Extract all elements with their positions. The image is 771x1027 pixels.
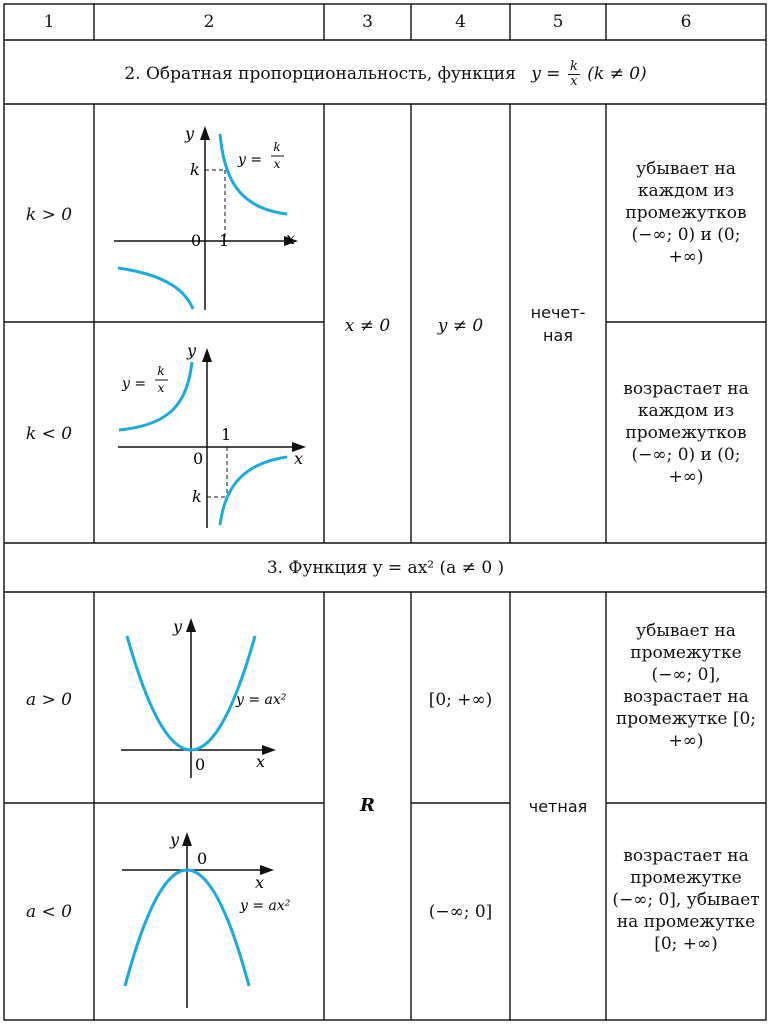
header-col-4: 4 xyxy=(455,12,466,32)
condition-a-negative: a < 0 xyxy=(25,902,72,922)
section-2-fraction xyxy=(568,60,580,89)
header-col-2: 2 xyxy=(203,12,215,32)
fraction-denominator: x xyxy=(570,74,578,89)
formula-num: k xyxy=(273,140,281,154)
axis-label-y: y xyxy=(170,830,180,849)
formula-num: k xyxy=(157,364,165,378)
range-a-positive: [0; +∞) xyxy=(428,690,493,710)
label-k: k xyxy=(190,160,200,179)
graph-hyperbola-k-negative xyxy=(118,341,306,528)
section-2-prefix: 2. Обратная пропорциональность, функция xyxy=(124,64,516,84)
axis-label-x: x xyxy=(256,752,266,771)
graph-parabola-a-negative xyxy=(122,830,291,1008)
parity-parabola: четная xyxy=(528,797,588,816)
label-k: k xyxy=(192,487,202,506)
condition-k-positive: k > 0 xyxy=(25,205,73,225)
formula: y = ax² xyxy=(240,898,291,914)
domain-hyperbola: x ≠ 0 xyxy=(344,316,391,336)
label-one: 1 xyxy=(219,231,230,250)
formula: y = ax² xyxy=(236,692,287,708)
condition-a-positive: a > 0 xyxy=(25,690,72,710)
axis-label-x: x xyxy=(255,873,265,892)
section-2-formula-lhs: y = xyxy=(531,64,561,84)
section-3-title: 3. Функция y = ax² (a ≠ 0 ) xyxy=(266,558,505,578)
formula-lhs: y = xyxy=(122,376,147,392)
formula-den: x xyxy=(273,157,281,171)
axis-label-x: x xyxy=(294,449,304,468)
axis-label-x: x xyxy=(286,229,296,248)
header-col-6: 6 xyxy=(680,12,692,32)
label-one: 1 xyxy=(221,425,232,444)
formula-lhs: y = xyxy=(238,152,263,168)
header-col-3: 3 xyxy=(362,12,373,32)
monotonic-k-negative: возрастает на каждом из промежутков (−∞; 0) и (0; +∞) xyxy=(623,379,749,487)
graph-parabola-a-positive xyxy=(121,617,287,778)
label-zero: 0 xyxy=(197,849,208,868)
range-hyperbola: y ≠ 0 xyxy=(437,316,484,336)
header-col-5: 5 xyxy=(552,12,564,32)
axis-label-y: y xyxy=(173,617,183,636)
parity-hyperbola-line2: ная xyxy=(543,326,573,345)
parity-hyperbola-line1: нечет- xyxy=(530,303,586,322)
graph-hyperbola-k-positive xyxy=(114,124,298,310)
section-2-title xyxy=(0,60,771,89)
fraction-numerator: k xyxy=(569,59,578,74)
condition-k-negative: k < 0 xyxy=(25,424,73,444)
axis-label-y: y xyxy=(187,341,197,360)
formula-den: x xyxy=(157,381,165,395)
header-col-1: 1 xyxy=(43,12,55,32)
monotonic-k-positive: убывает на каждом из промежутков (−∞; 0) и (0; +∞) xyxy=(625,159,747,267)
label-zero: 0 xyxy=(193,449,204,468)
label-zero: 0 xyxy=(191,231,202,250)
section-2-condition: (k ≠ 0) xyxy=(587,64,647,84)
label-zero: 0 xyxy=(195,755,206,774)
monotonic-a-negative: возрастает на промежутке (−∞; 0], убывает на промежутке [0; +∞) xyxy=(612,846,760,954)
domain-parabola: R xyxy=(360,795,375,816)
axis-label-y: y xyxy=(185,124,195,143)
monotonic-a-positive: убывает на промежутке (−∞; 0], возрастает на промежутке [0; +∞) xyxy=(615,621,757,751)
range-a-negative: (−∞; 0] xyxy=(428,902,493,922)
